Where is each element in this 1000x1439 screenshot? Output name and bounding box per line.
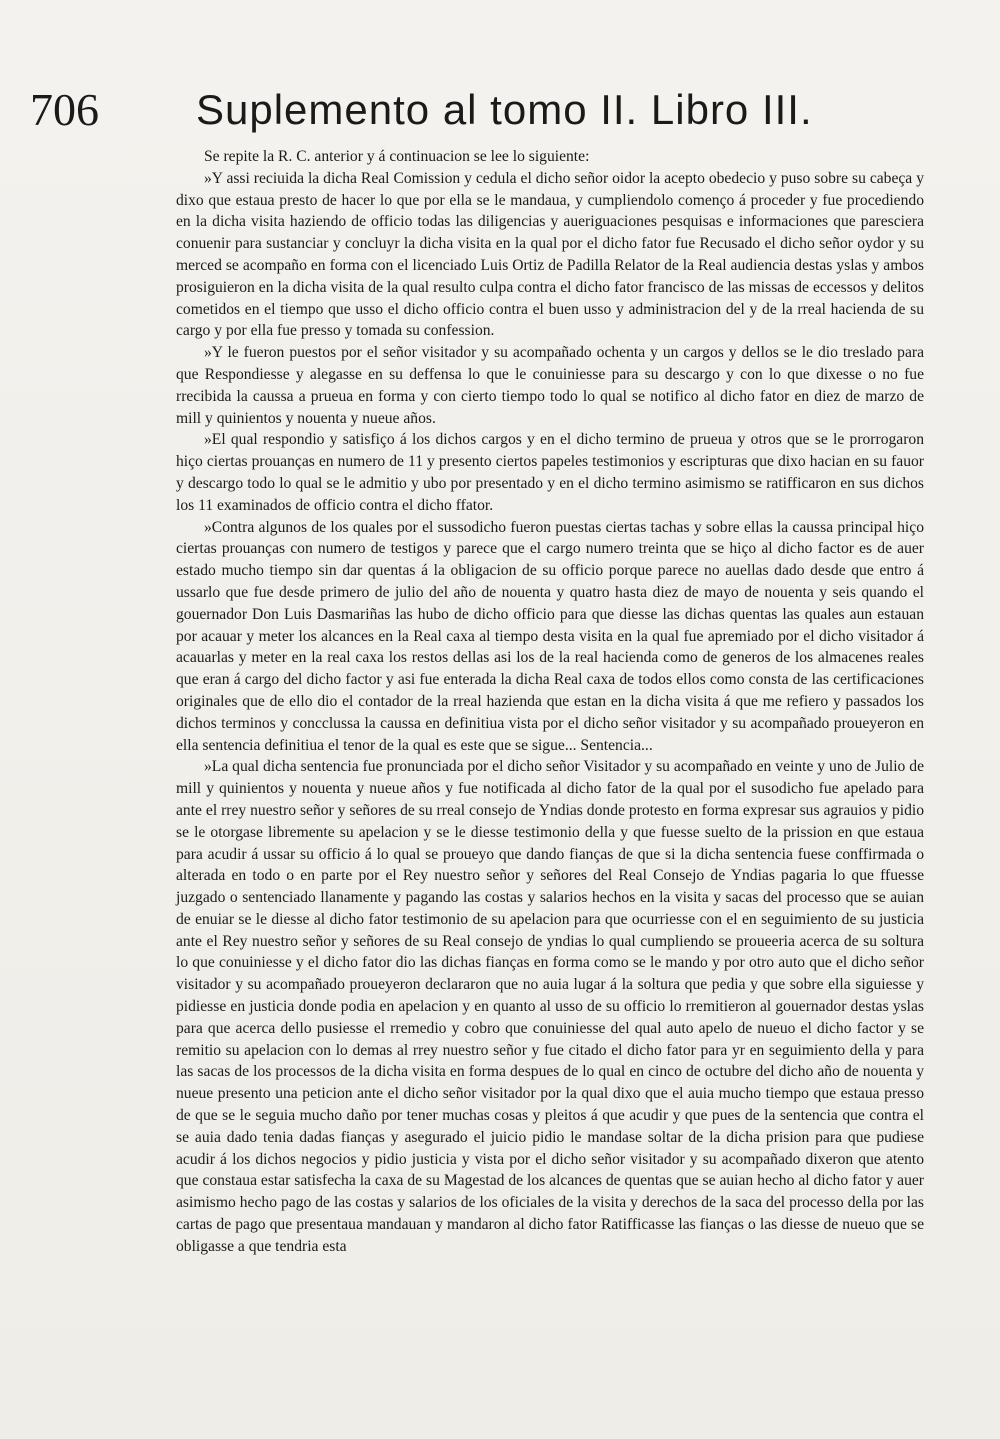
page-number: 706 <box>30 84 99 135</box>
paragraph-sentence: »La qual dicha sentencia fue pronunciada por el dicho señor Visitador y su acompañado en veinte y uno de Julio de mill y quinientos y nouenta y nueue años y fue notificada al dicho fator de la qual por el susodicho fue apelado para ante el rrey nuestro señor y señores de su rreal consejo de Yndias donde protesto en forma expresar sus agrauios y pidio se le otorgase libremente su apelacion y se le diesse testimonio della y que fuesse suelto de la prission en que estaua para acudir á ussar su officio á lo qual se proueyo que dando fianças de que si la dicha sentencia fuese conffirmada o alterada en todo o en parte por el Rey nuestro señor y señores del Real Consejo de Yndias pagaria lo que ffuesse juzgado o sentenciado llanamente y pagando las costas y salarios hechos en la visita y sacas del processo que se auian de enuiar se le diesse al dicho fator testimonio de su apelacion para que ocurriesse con el en seguimiento de su justicia ante el Rey nuestro señor y señores de su Real consejo de yndias lo qual cumpliendo se proueeria acerca de su soltura lo que conuiniesse y el dicho fator dio las dichas fianças en forma como se le mando y por otro auto que el dicho señor visitador y su acompañado proueyeron declararon que no auia lugar á la soltura que pedia y que sobre ella siguiesse y pidiesse en justicia donde podia en apelacion y en quanto al ussо de su officio lo rremitieron al gouernador destas yslas para que acerca dello pusiesse el rremedio y cobro que conuiniesse del qual auto apelo de nueuo el dicho factor y se remitio su apelacion con lo demas al rrey nuestro señor y fue citado el dicho fator para yr en seguimiento della y para las sacas de los processos de la dicha visita en forma despues de lo qual en cinco de octubre del dicho año de nouenta y nueue presento una peticion ante el dicho señor visitador por la qual dixo que el auia mucho tiempo que estaua presso de que se le seguia mucho daño por tener muchas cosas y pleitos á que acudir y que pues de la sentencia que contra el se auia dado tenia dadas fianças y asegurado el juicio pidio le mandase soltar de la dicha prision para que pudiese acudir á los dichos negocios y pidio justicia y vista por el dicho señor visitador y su acompañado dixeron que atento que constaua estar satisfecha la caxa de su Magestad de los alcances de quentas que se auian hecho al dicho fator y auer asimismo hecho pago de las costas y salarios de los oficiales de la visita y derechos de la saca del processo della por las cartas de pago que presentaua mandauan y mandaron al dicho fator Ratifficasse las fianças o las diesse de nueuo que se obligasse a que tendria esta <box>176 758 924 1255</box>
paragraph-response: »El qual respondio y satisfiço á los dichos cargos y en el dicho termino de prueua y otros que se le prorrogaron hiço ciertas prouanças en numero de 11 y presento ciertos papeles testimonios y escripturas que dixo hacian en su fauor y descargo todo lo qual se le admitio y ubo por presentado y en el dicho termino asimismo se ratifficaron en sus dichos los 11 examinados de officio contra el dicho ffator. <box>176 431 924 514</box>
paragraph-intro: Se repite la R. C. anterior y á continuacion se lee lo siguiente: <box>204 148 590 165</box>
body-text <box>176 146 924 1258</box>
page-header <box>30 82 930 142</box>
paragraph-charges: »Y le fueron puestos por el señor visitador y su acompañado ochenta y un cargos y dellos se le dio treslado para que Respondiesse y alegasse en su deffensa lo que le conuiniesse para su descargo y con lo que dixesse o no fue rrecibida la caussa a prueua en forma y con cierto tiempo todo lo qual se notifico al dicho fator en diez de marzo de mill y quinientos y nouenta y nueue años. <box>176 344 924 427</box>
paragraph-objections: »Contra algunos de los quales por el sussodicho fueron puestas ciertas tachas y sobre ellas la caussa principal hiço ciertas prouanças con numero de testigos y parece que el cargo numero treinta que se hiço al dicho factor es de auer estado mucho tiempo sin dar quentas á la obligacion de su officio porque parece no auellas dado desde que entro á ussarlo que fue desde primero de julio del año de nouenta y quatro hasta diez de mayo de nouenta y seis quando el gouernador Don Luis Dasmariñas las hubo de dicho officio para que diesse las dichas quentas las quales aun estauan por acauar y meter los alcances en la Real caxa al tiempo desta visita en la qual fue apremiado por el dicho visitador á acauarlas y meter en la real caxa los restos dellas asi los de la real hacienda como de generos de los almacenes reales que eran á cargo del dicho factor y asi fue enterada la dicha Real caxa de todos ellos como consta de las certificaciones originales que de ello dio el contador de la rreal hazienda que estan en la dicha visita á que me refiero y passados los dichos terminos y concclussa la caussa en definitiua vista por el dicho señor visitador y su acompañado proueyeron en ella sentencia definitiua el tenor de la qual es este que se sigue... Sentencia... <box>176 518 924 754</box>
paragraph-commission: »Y assi reciuida la dicha Real Comission y cedula el dicho señor oidor la acepto obedecio y puso sobre su cabeça y dixo que estaua presto de hacer lo que por ella se le mandaua, y cumpliendolo començo á proceder y fue procediendo en la dicha visita haziendo de officio todas las diligencias y aueriguaciones pesquisas e informaciones que paresciera conuenir para sustanciar y concluyr la dicha visita en la qual por el dicho fator fue Recusado el dicho señor oydor y su merced se acompaño en forma con el licenciado Luis Ortiz de Padilla Relator de la Real audiencia destas yslas y ambos prosiguieron en la dicha visita de la qual resulto culpa contra el dicho fator francisco de las missas de eccessos y delitos cometidos en el tiempo que usso el dicho officio contra el buen usso y administracion del y de la rreal hacienda de su cargo y por ella fue presso y tomada su confession. <box>176 169 924 340</box>
running-title: Suplemento al tomo II. Libro III. <box>196 86 813 133</box>
